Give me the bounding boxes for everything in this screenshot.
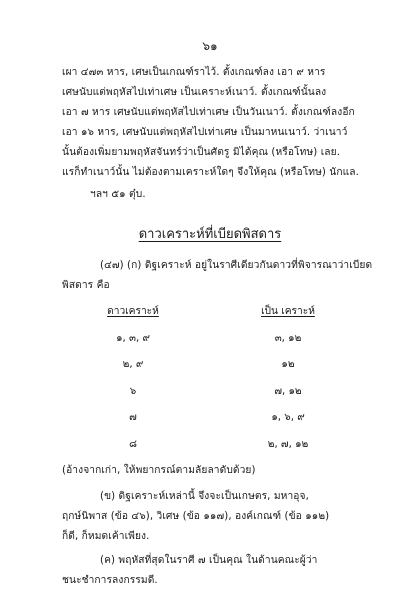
intro-line: เศษนับแต่พฤหัสไปเท่าเศษ เป็นเคราะห์เนาว์. ตั้งเกณฑ์นั้นลง	[62, 87, 327, 98]
table-cell: ๒, ๙	[122, 359, 144, 370]
table-cell: ๗, ๑๒	[274, 386, 302, 397]
table-cell: ๑, ๓, ๙	[116, 333, 150, 344]
paragraph-b-line: ฤกษ์นิพาส (ข้อ ๔๖), วิเศษ (ข้อ ๑๑๗), องค์เกณฑ์ (ข้อ ๑๑๒)	[62, 511, 330, 522]
intro-line: เอา ๗ หาร เศษนับแต่พฤหัสไปเท่าเศษ เป็นวันเนาว์. ตั้งเกณฑ์ลงอีก	[62, 107, 355, 118]
intro-line: เผา ๔๗๓ หาร, เศษเป็นเกณฑ์ราไว้. ตั้งเกณฑ์ลง เอา ๙ หาร	[62, 67, 326, 78]
table-cell: ๒, ๗, ๑๒	[267, 439, 309, 450]
section-heading-text: ดาวเคราะห์ที่เบียดพิสดาร	[138, 227, 282, 242]
table-header-col2: เป็น เคราะห์	[261, 306, 315, 317]
paragraph-a-line: (๔๗) (ก) ดิฐเคราะห์ อยู่ในราศีเดียวกันดาวที่พิจารณาว่าเบียด	[100, 260, 373, 271]
page-number: ๖๑	[202, 39, 218, 53]
paragraph-c-line: ชนะชำการลงกรรมดี.	[62, 575, 158, 586]
paragraph-c-line: (ค) พฤหัสที่สุดในราศี ๗ เป็นคุณ ในด้านคณะผู้ว่า	[100, 555, 318, 566]
section-heading	[0, 223, 420, 244]
table-cell: ๗	[129, 412, 137, 423]
table-cell: ๓, ๑๒	[274, 333, 302, 344]
table-cell: ๑๒	[281, 359, 295, 370]
table-cell: ๖	[129, 386, 137, 397]
paragraph-b-line: (ข) ดิฐเคราะห์เหล่านี้ จึงจะเป็นเกษตร, มหาอุจ,	[100, 491, 309, 502]
intro-line: นั้นต้องเพิ่มยามพฤหัสจันทร์ว่าเป็นศัตรู มิได้คุณ (หรือโทษ) เลย.	[62, 147, 341, 158]
intro-line: เอา ๑๖ หาร, เศษนับแต่พฤหัสไปเท่าเศษ เป็นมาหนเนาว์. ว่าเนาว์	[62, 127, 348, 138]
intro-line: แรก็ทำเนาว์นั้น ไม่ต้องตามเคราะห์ใดๆ จึงให้คุณ (หรือโทษ) นักแล.	[62, 167, 359, 178]
table-note: (อ้างจากเก่า, ให้พยากรณ์ตามลัยลาดับด้วย)	[62, 465, 256, 476]
intro-reference: ฯลฯ ๕๑ ตุ๋บ.	[90, 189, 146, 200]
paragraph-b-line: ก็ดี, ก็หมดเค้าเพียง.	[62, 531, 150, 542]
table-cell: ๑, ๖, ๙	[271, 412, 305, 423]
table-header-col1: ดาวเคราะห์	[107, 306, 159, 317]
table-cell: ๘	[129, 439, 137, 450]
paragraph-a-line: พิสดาร คือ	[62, 280, 110, 291]
